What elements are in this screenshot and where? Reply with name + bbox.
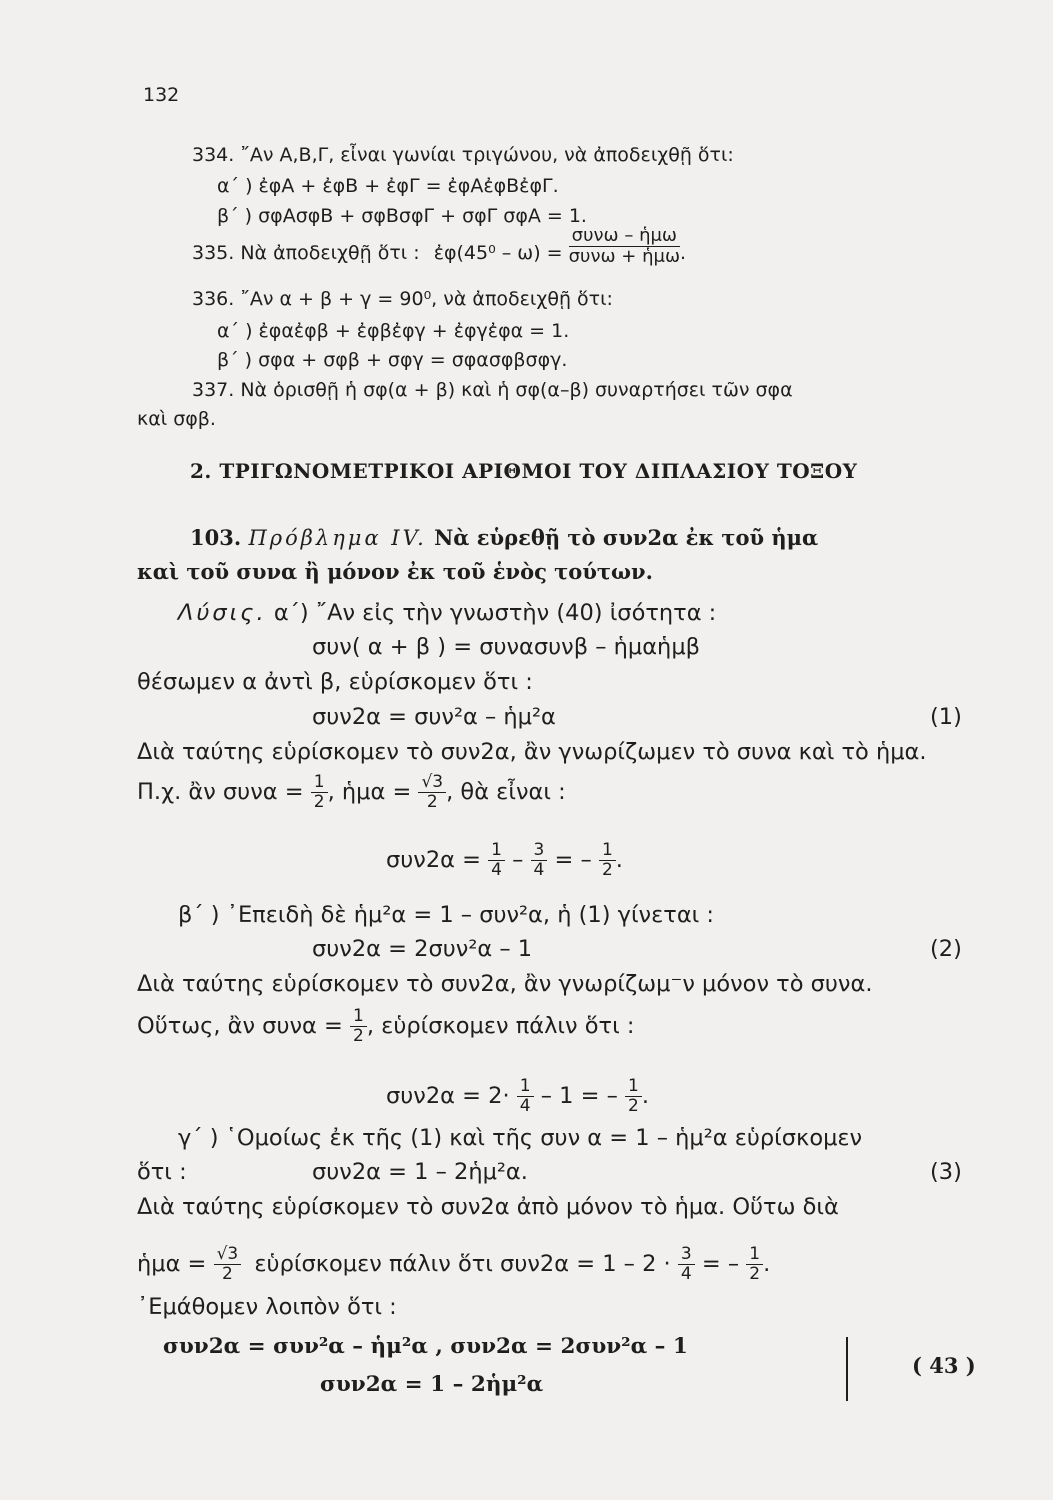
solution-line8: Διὰ ταύτης εὑρίσκομεν τὸ συν2α ἀπὸ μόνον τὸ ἡμα. Οὕτω διὰ [137, 1194, 839, 1220]
example-1-post: , θὰ εἶναι : [446, 779, 566, 805]
exercise-336-head: 336. ῎Αν α + β + γ = 90⁰, νὰ ἀποδειχθῇ ὅτι: [192, 288, 613, 310]
calc-2-end: . [641, 1083, 650, 1109]
calc-1-op1: – [512, 847, 524, 873]
formula-1-tag: (1) [930, 704, 962, 730]
example-2-pre: Οὕτως, ἂν συνα = [137, 1013, 343, 1039]
calc-1-lhs: συν2α = [386, 847, 481, 873]
example-3-pre: ἡμα = [137, 1251, 207, 1277]
exercise-335-head: 335. Νὰ ἀποδειχθῇ ὅτι : [192, 242, 420, 264]
calc-2-a-den: 4 [519, 1096, 531, 1116]
example-3-f-den: 2 [221, 1264, 233, 1284]
exercise-335-numerator: συνω – ἡμω [569, 227, 680, 247]
exercise-334-b: β΄ ) σφΑσφΒ + σφΒσφΓ + σφΓ σφΑ = 1. [217, 205, 587, 227]
problem-statement-1: Νὰ εὑρεθῇ τὸ συν2α ἐκ τοῦ ἡμα [434, 525, 819, 550]
summary-bracket [846, 1337, 848, 1401]
exercise-334-a: α΄ ) ἐφΑ + ἐφΒ + ἐφΓ = ἐφΑἐφΒἐφΓ. [217, 175, 559, 197]
section-title: 2. ΤΡΙΓΩΝΟΜΕΤΡΙΚΟΙ ΑΡΙΘΜΟΙ ΤΟΥ ΔΙΠΛΑΣΙΟΥ ΤΟΞΟΥ [190, 459, 858, 483]
exercise-335-end: . [680, 242, 687, 264]
example-2-f-den: 2 [353, 1026, 364, 1046]
summary-line1: συν2α = συν²α – ἡμ²α , συν2α = 2συν²α – 1 [163, 1334, 688, 1359]
solution-line3: Διὰ ταύτης εὑρίσκομεν τὸ συν2α, ἂν γνωρίζωμεν τὸ συνα καὶ τὸ ἡμα. [137, 739, 927, 765]
solution-line4: β΄ ) ᾿Επειδὴ δὲ ἡμ²α = 1 – συν²α, ἡ (1) γίνεται : [178, 902, 715, 928]
example-3-f-num: √3 [214, 1246, 242, 1265]
example-3 [137, 1246, 770, 1283]
example-1-f1-num: 1 [311, 774, 328, 793]
formula-1: συν2α = συν²α – ἡμ²α [312, 704, 556, 730]
calc-2-op: – 1 = – [540, 1083, 618, 1109]
calc-1-b-den: 4 [533, 860, 545, 880]
example-3-c-num: 1 [746, 1246, 763, 1265]
solution-line1 [178, 602, 716, 625]
solution-label: Λύσις. [178, 600, 267, 626]
summary-tag: ( 43 ) [912, 1353, 976, 1378]
example-1-f1-den: 2 [313, 792, 325, 812]
formula-2: συν2α = 2συν²α – 1 [312, 936, 533, 962]
calc-2-a-num: 1 [517, 1078, 534, 1097]
calc-1-c-num: 1 [599, 842, 616, 861]
calc-2-lhs: συν2α = 2· [386, 1083, 510, 1109]
calc-1-c-den: 2 [601, 860, 613, 880]
calc-2-c-den: 2 [628, 1096, 639, 1116]
example-1 [137, 774, 566, 811]
example-3-op: = – [701, 1251, 740, 1277]
calc-1-op2: = – [554, 847, 592, 873]
solution-intro: α΄) ῎Αν εἰς τὴν γνωστὴν (40) ἰσότητα : [273, 600, 717, 626]
calc-2-c-num: 1 [625, 1078, 642, 1097]
exercise-334-head: 334. ῎Αν Α,Β,Γ, εἶναι γωνίαι τριγώνου, νὰ ἀποδειχθῇ ὅτι: [192, 144, 734, 166]
exercise-335-lhs: ἐφ(45⁰ – ω) = [433, 242, 563, 264]
solution-line5: Διὰ ταύτης εὑρίσκομεν τὸ συν2α, ἂν γνωρίζωμ⁻ν μόνον τὸ συνα. [137, 971, 873, 997]
exercise-337-line2: καὶ σφβ. [137, 408, 216, 430]
exercise-336-a: α΄ ) ἐφαἐφβ + ἐφβἐφγ + ἐφγἐφα = 1. [217, 320, 570, 342]
exercise-336-b: β΄ ) σφα + σφβ + σφγ = σφασφβσφγ. [217, 349, 568, 371]
calculation-2 [386, 1078, 649, 1115]
exercise-335-denominator: συνω + ἡμω [568, 246, 681, 267]
example-1-pre: Π.χ. ἂν συνα = [137, 779, 304, 805]
formula-3: συν2α = 1 – 2ἡμ²α. [312, 1159, 528, 1185]
example-2-f-num: 1 [350, 1008, 367, 1027]
solution-line6: γ΄ ) ῾Ομοίως ἐκ τῆς (1) καὶ τῆς συν α = 1 – ἡμ²α εὑρίσκομεν [178, 1125, 863, 1151]
example-3-end: . [763, 1251, 771, 1277]
calculation-1 [386, 842, 623, 879]
formula-2-tag: (2) [930, 936, 962, 962]
exercise-337-line1: 337. Νὰ ὁρισθῇ ἡ σφ(α + β) καὶ ἡ σφ(α–β) συναρτήσει τῶν σφα [192, 379, 793, 401]
example-2 [137, 1008, 634, 1045]
example-1-mid: , ἡμα = [327, 779, 412, 805]
solution-line7-pre: ὅτι : [137, 1159, 187, 1185]
problem-line1 [190, 527, 818, 549]
page-number: 132 [143, 84, 180, 106]
calc-1-a-den: 4 [491, 860, 502, 880]
problem-label: Πρόβλημα IV. [248, 526, 427, 550]
example-1-f2-den: 2 [426, 792, 438, 812]
calc-1-a-num: 1 [488, 842, 505, 861]
solution-line9: ᾿Εμάθομεν λοιπὸν ὅτι : [137, 1294, 397, 1320]
summary-line2: συν2α = 1 – 2ἡμ²α [320, 1372, 544, 1397]
problem-statement-2: καὶ τοῦ συνα ἢ μόνον ἐκ τοῦ ἑνὸς τούτων. [137, 559, 653, 584]
calc-1-end: . [615, 847, 623, 873]
solution-line2: θέσωμεν α ἀντὶ β, εὑρίσκομεν ὅτι : [137, 669, 533, 695]
example-1-f2-num: √3 [418, 774, 446, 793]
example-3-mid: εὑρίσκομεν πάλιν ὅτι συν2α = 1 – 2 · [254, 1251, 671, 1277]
example-3-a-den: 4 [680, 1264, 692, 1284]
example-3-a-num: 3 [678, 1246, 695, 1265]
example-3-c-den: 2 [749, 1264, 761, 1284]
calc-1-b-num: 3 [531, 842, 548, 861]
formula-3-tag: (3) [930, 1159, 962, 1185]
formula-addition: συν( α + β ) = συνασυνβ – ἡμαἡμβ [312, 634, 700, 660]
exercise-335 [192, 225, 687, 267]
example-2-post: , εὑρίσκομεν πάλιν ὅτι : [366, 1013, 635, 1039]
problem-number: 103. [190, 525, 242, 550]
